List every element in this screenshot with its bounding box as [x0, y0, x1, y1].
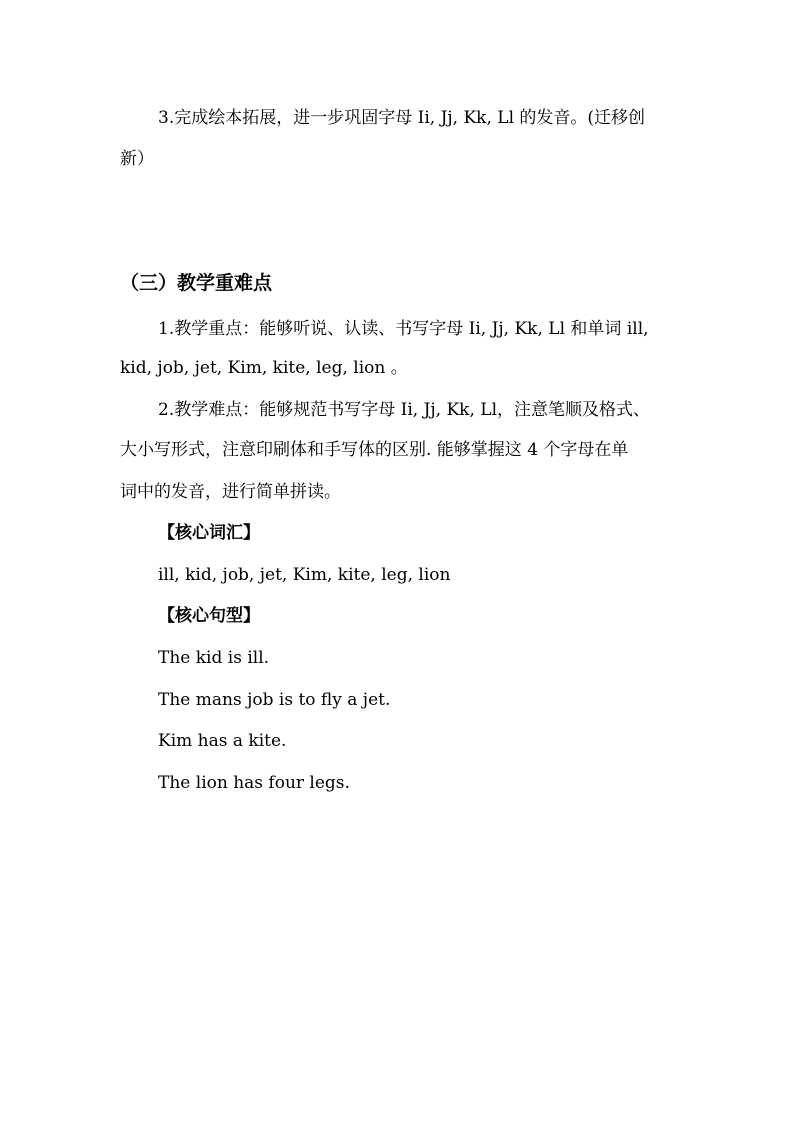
core-sentences-heading: 【核心句型】: [158, 606, 260, 626]
objective-3-line-1: 3.完成绘本拓展，进一步巩固字母 Ii, Jj, Kk, Ll 的发音。(迁移创: [158, 108, 646, 128]
core-vocabulary-heading: 【核心词汇】: [158, 523, 260, 543]
objective-3-line-2: 新）: [120, 149, 154, 169]
core-sentence: The mans job is to fly a jet.: [158, 690, 391, 710]
key-point-line-2: kid, job, jet, Kim, kite, leg, lion 。: [120, 358, 408, 378]
core-vocabulary-words: ill, kid, job, jet, Kim, kite, leg, lion: [158, 565, 451, 585]
key-point-line-1: 1.教学重点：能够听说、认读、书写字母 Ii, Jj, Kk, Ll 和单词 ill,: [158, 319, 649, 339]
difficult-point-line-3: 词中的发音，进行简单拼读。: [120, 482, 341, 502]
section-heading: （三）教学重难点: [120, 272, 273, 294]
difficult-point-line-1: 2.教学难点：能够规范书写字母 Ii, Jj, Kk, Ll，注意笔顺及格式、: [158, 400, 651, 420]
core-sentence: Kim has a kite.: [158, 731, 287, 751]
core-sentence: The kid is ill.: [158, 648, 270, 668]
difficult-point-line-2: 大小写形式，注意印刷体和手写体的区别. 能够掌握这 4 个字母在单: [120, 440, 629, 460]
core-sentence: The lion has four legs.: [158, 773, 350, 793]
